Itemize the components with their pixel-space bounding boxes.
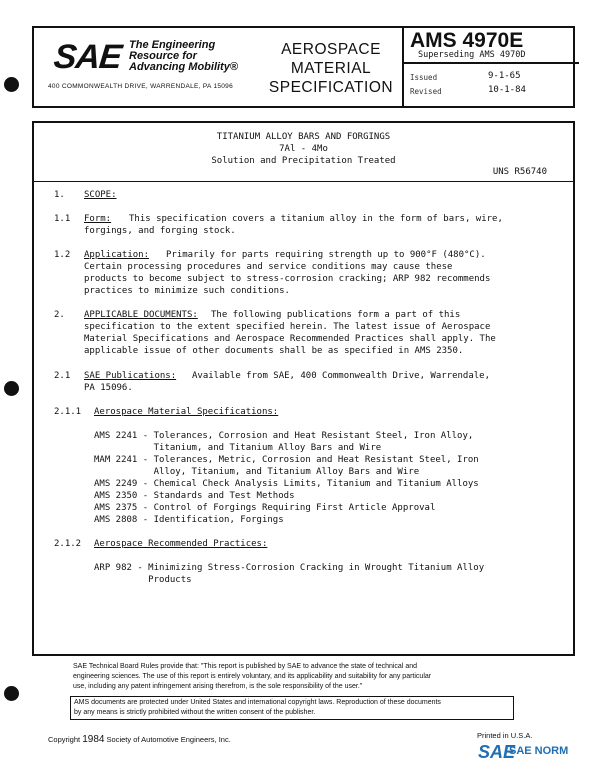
board-rules-notice: SAE Technical Board Rules provide that: "This report is published by SAE to advance the state of technical and engineering sciences. The use of this report is entirely voluntary, and its applicability and suitability for any particular use, including any patent infringement arising therefrom, is the sole responsibility of the user." — [73, 663, 432, 690]
arp-reference: Products — [94, 575, 192, 585]
section-2-number: 2. — [54, 310, 65, 320]
ams-reference: Titanium, and Titanium Alloy Bars and Wire — [94, 443, 382, 453]
issued-label: Issued — [410, 73, 438, 82]
ams-reference: AMS 2375 - Control of Forgings Requiring First Article Approval — [94, 503, 436, 513]
section-2-1-2-number: 2.1.2 — [54, 539, 82, 549]
sae-logo-area — [34, 28, 289, 106]
document-type: AEROSPACE MATERIAL SPECIFICATION — [268, 41, 394, 96]
revised-label: Revised — [410, 87, 442, 96]
ams-box-divider — [404, 62, 579, 64]
ams-reference: MAM 2241 - Tolerances, Metric, Corrosion and Heat Resistant Steel, Iron — [94, 455, 479, 465]
section-2-1-1-number: 2.1.1 — [54, 407, 82, 417]
material-title: TITANIUM ALLOY BARS AND FORGINGS 7Al - 4Mo Solution and Precipitation Treated — [211, 132, 396, 166]
section-1-2-text: products to become subject to stress-corrosion cracking; ARP 982 recommends — [84, 274, 491, 284]
ams-number: AMS 4970E — [410, 29, 524, 52]
ams-reference: AMS 2241 - Tolerances, Corrosion and Heat Resistant Steel, Iron Alloy, — [94, 431, 474, 441]
section-2-text: applicable issue of other documents shall be as specified in AMS 2350. — [84, 346, 464, 356]
issued-date: 9-1-65 — [488, 71, 521, 81]
superseding-note: Superseding AMS 4970D — [418, 50, 526, 60]
ams-reference: Alloy, Titanium, and Titanium Alloy Bars and Wire — [94, 467, 420, 477]
sae-tagline: The Engineering Resource for Advancing Mobility® — [129, 39, 238, 73]
section-1-2-text: Certain processing procedures and service conditions may cause these — [84, 262, 453, 272]
ams-reference: AMS 2249 - Chemical Check Analysis Limits, Titanium and Titanium Alloys — [94, 479, 479, 489]
section-1-2-text: Primarily for parts requiring strength up to 900°F (480°C). — [166, 250, 486, 260]
uns-number: UNS R56740 — [492, 167, 547, 177]
copyright-warning-box: AMS documents are protected under United States and international copyright laws. Reproduction of these documents by any means is strictly prohibited without the written consent of the publisher. — [70, 696, 514, 720]
section-1-2-text: practices to minimize such conditions. — [84, 286, 290, 296]
section-2-1-2-label: Aerospace Recommended Practices: — [94, 539, 268, 549]
sae-address: 400 COMMONWEALTH DRIVE, WARRENDALE, PA 15096 — [48, 83, 234, 90]
ams-number-box — [402, 26, 579, 108]
watermark-text: SAE NORM — [509, 745, 569, 757]
section-2-1-1-label: Aerospace Material Specifications: — [94, 407, 279, 417]
section-2-label: APPLICABLE DOCUMENTS: — [84, 310, 198, 320]
arp-reference: ARP 982 - Minimizing Stress-Corrosion Cracking in Wrought Titanium Alloy — [94, 563, 485, 573]
section-1-number: 1. — [54, 190, 65, 200]
binder-hole — [4, 381, 19, 396]
section-1-heading: SCOPE: — [84, 190, 117, 200]
section-2-text: The following publications form a part of this — [211, 310, 461, 320]
section-2-text: specification to the extent specified herein. The latest issue of Aerospace — [84, 322, 491, 332]
specification-body — [32, 121, 575, 656]
ams-reference: AMS 2350 - Standards and Test Methods — [94, 491, 295, 501]
section-2-1-text: PA 15096. — [84, 383, 133, 393]
section-1-2-label: Application: — [84, 250, 150, 260]
section-2-text: Material Specifications and Aerospace Recommended Practices shall apply. The — [84, 334, 496, 344]
section-2-1-text: Available from SAE, 400 Commonwealth Drive, Warrendale, — [192, 371, 491, 381]
section-1-1-text: This specification covers a titanium alloy in the form of bars, wire, — [129, 214, 503, 224]
section-1-1-number: 1.1 — [54, 214, 71, 224]
section-1-1-label: Form: — [84, 214, 112, 224]
sae-logo: SAE — [52, 38, 123, 76]
binder-hole — [4, 686, 19, 701]
section-1-2-number: 1.2 — [54, 250, 71, 260]
watermark-logo: SAE — [478, 742, 516, 762]
section-1-1-text: forgings, and forging stock. — [84, 226, 236, 236]
title-divider — [34, 181, 573, 182]
copyright-line: Copyright 1984 Society of Automotive Engineers, Inc. — [48, 734, 231, 745]
revised-date: 10-1-84 — [488, 85, 526, 95]
ams-reference: AMS 2808 - Identification, Forgings — [94, 515, 284, 525]
section-2-1-number: 2.1 — [54, 371, 71, 381]
section-2-1-label: SAE Publications: — [84, 371, 177, 381]
document-header — [32, 26, 575, 108]
binder-hole — [4, 77, 19, 92]
printed-in: Printed in U.S.A. — [477, 731, 533, 740]
